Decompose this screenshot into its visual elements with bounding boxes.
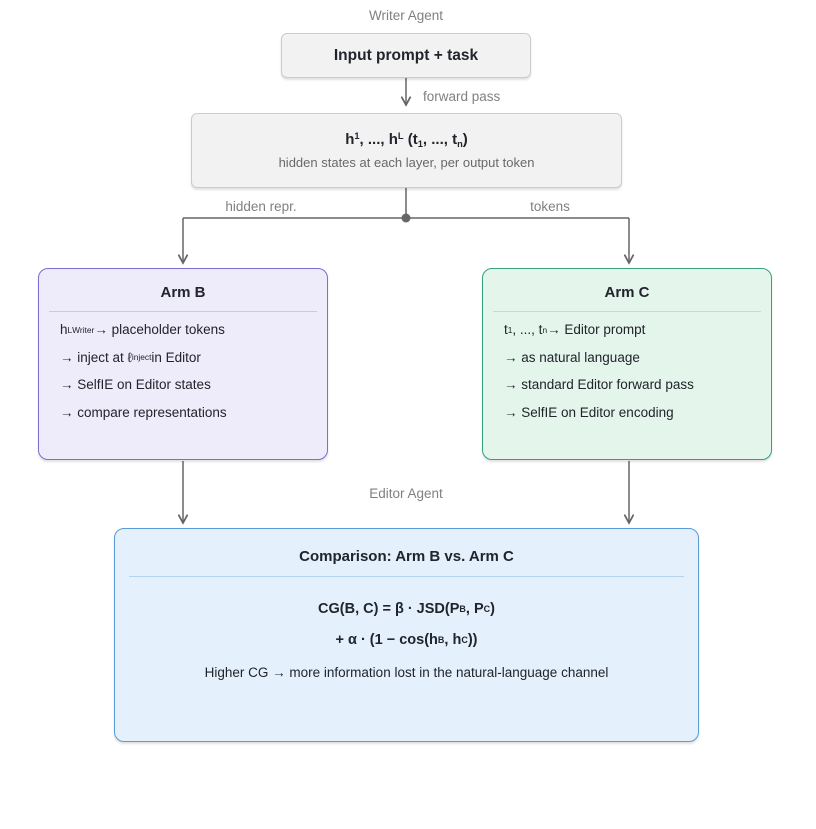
edge-label-tokens: tokens [530, 199, 570, 214]
arm-c-item: → as natural language [504, 349, 640, 365]
edge-label-forward-pass: forward pass [423, 89, 501, 104]
arm-c-item: → standard Editor forward pass [504, 377, 694, 393]
arm-b-items [39, 312, 327, 426]
arm-c-items [483, 312, 771, 426]
comparison-divider [129, 576, 684, 577]
arm-b-node [38, 268, 328, 460]
comparison-node [114, 528, 699, 742]
arm-b-item: → SelfIE on Editor states [60, 377, 211, 393]
arm-b-item: → inject at ℓ inject in Editor [60, 349, 201, 365]
hidden-states-node [191, 113, 622, 188]
arm-b-item: → compare representations [60, 404, 227, 420]
comparison-note: Higher CG → more information lost in the natural-language channel [204, 665, 609, 680]
comparison-formulas [115, 593, 698, 655]
junction-dot [402, 214, 411, 223]
input-prompt-title: Input prompt + task [333, 46, 479, 64]
arm-c-node [482, 268, 772, 460]
comparison-title: Comparison: Arm B vs. Arm C [299, 548, 514, 565]
comparison-formula-line-1: CG(B, C) = β · JSD(P B , P C ) [318, 600, 495, 617]
arm-c-item: t 1 , ..., t n → Editor prompt [504, 322, 646, 338]
arm-b-title: Arm B [160, 284, 206, 301]
writer-agent-subgraph-label: Writer Agent [368, 8, 444, 23]
editor-agent-subgraph-label: Editor Agent [369, 486, 443, 501]
arm-c-item: → SelfIE on Editor encoding [504, 404, 674, 420]
comparison-formula-line-2: + α · (1 − cos(h B , h C )) [335, 631, 478, 648]
arm-c-title: Arm C [604, 284, 650, 301]
arm-b-item: h L Writer → placeholder tokens [60, 322, 225, 338]
edge-label-hidden-repr: hidden repr. [225, 199, 297, 214]
hidden-states-caption: hidden states at each layer, per output token [278, 155, 535, 170]
input-prompt-node [281, 33, 531, 78]
hidden-states-formula: $h^1$, ..., $h^L$ ($t_1$, ..., $t_n$) [345, 130, 468, 149]
